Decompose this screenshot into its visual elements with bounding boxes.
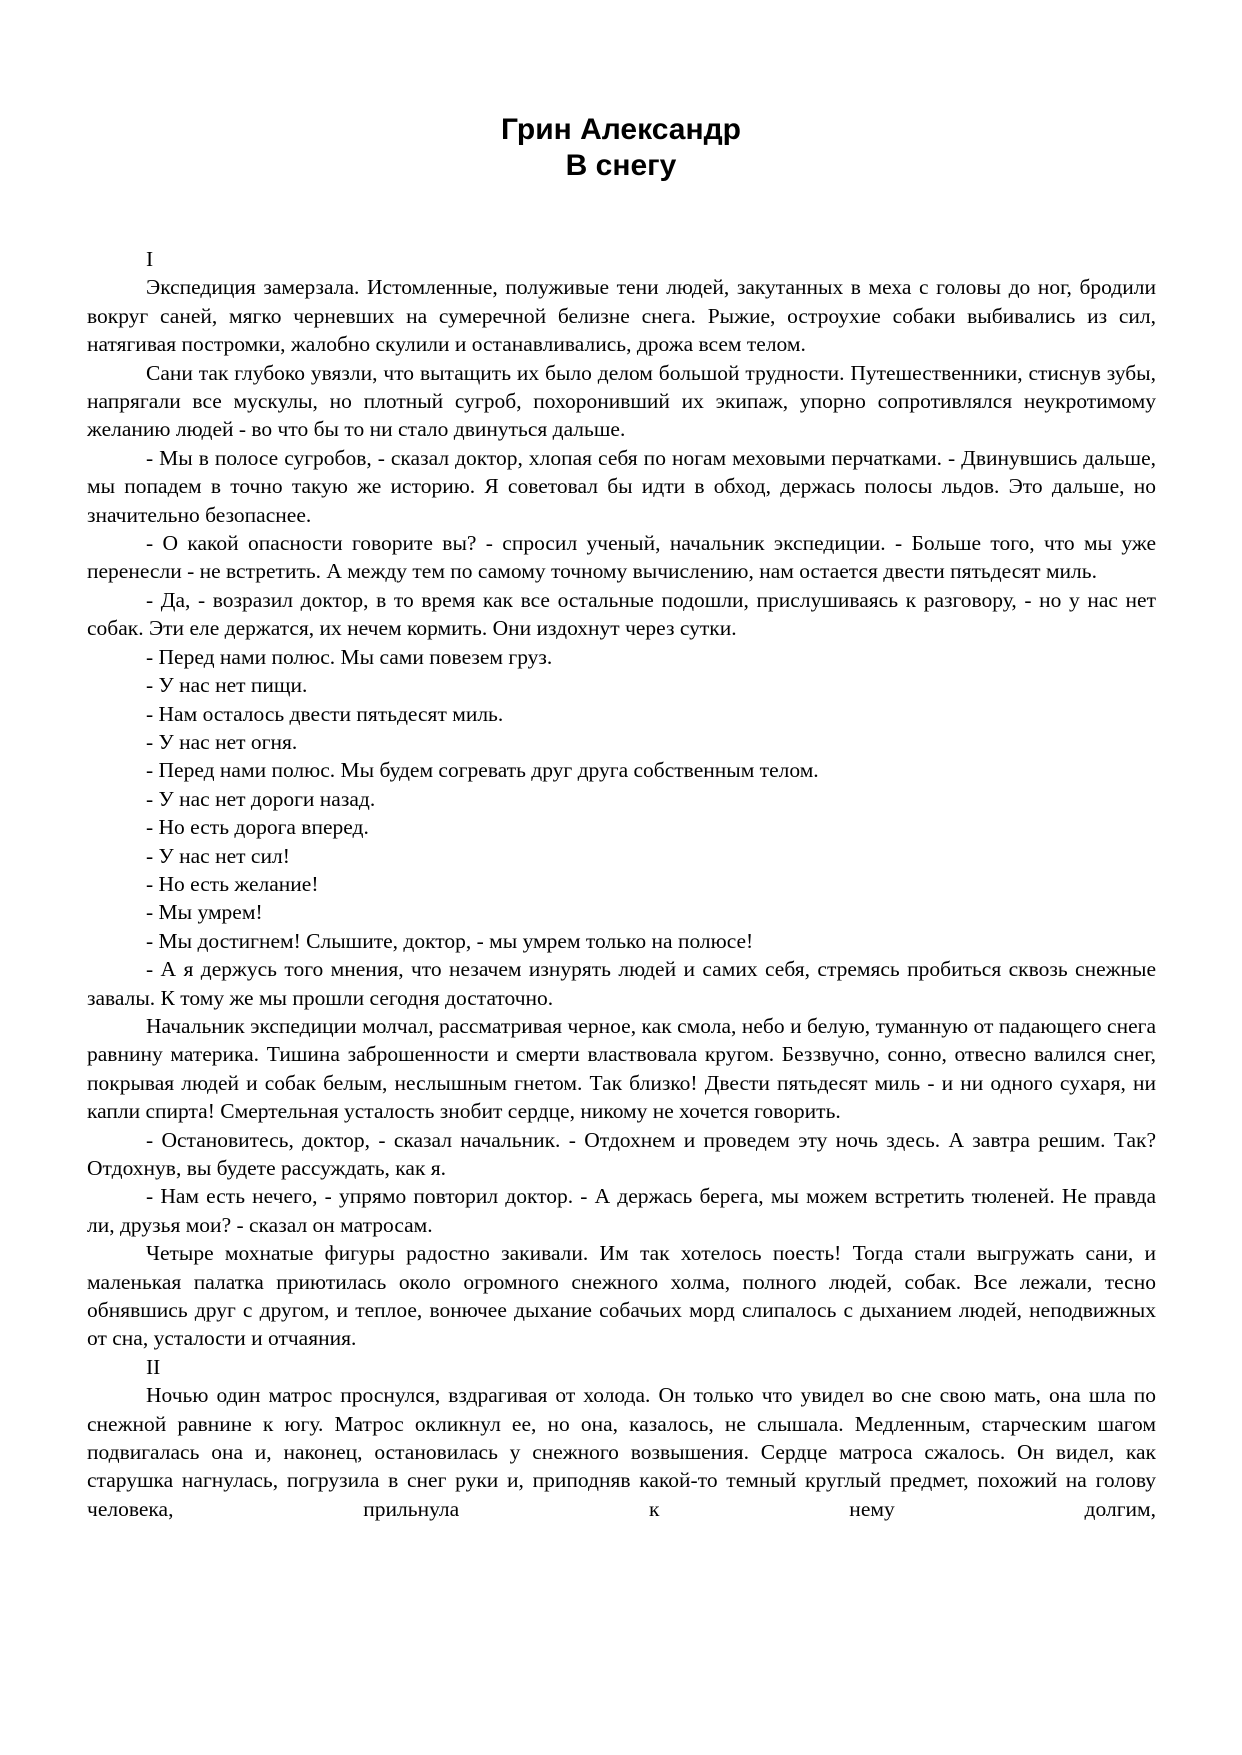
dialogue-line-10: - Мы умрем! [146, 900, 263, 925]
dialogue-line-6: - У нас нет дороги назад. [146, 786, 376, 811]
dialogue-line-11: - Мы достигнем! Слышите, доктор, - мы умрем только на полюсе! [146, 928, 754, 953]
dialogue-line-5: - Перед нами полюс. Мы будем согревать друг друга собственным телом. [146, 758, 819, 783]
dialogue-line-2: - У нас нет пищи. [146, 673, 308, 698]
paragraph-3: - Мы в полосе сугробов, - сказал доктор, хлопая себя по ногам меховыми перчатками. - Двинувшись дальше, мы попадем в точно такую же историю. Я советовал бы идти в обход, держась полосы льдов. Это дальше, но значительно безопаснее. [87, 445, 1156, 527]
chapter-heading-2: II [146, 1354, 161, 1379]
paragraph-10: Четыре мохнатые фигуры радостно закивали. Им так хотелось поесть! Тогда стали выгружать сани, и маленькая палатка приютилась около огромного снежного холма, полного людей, собак. Все лежали, тесно обнявшись друг с другом, и теплое, вонючее дыхание собачьих морд слипалось с дыханием людей, неподвижных от сна, усталости и отчаяния. [87, 1241, 1156, 1351]
paragraph-7: Начальник экспедиции молчал, рассматривая черное, как смола, небо и белую, туманную от падающего снега равнину материка. Тишина заброшенности и смерти властвовала кругом. Беззвучно, сонно, отвесно валился снег, покрывая людей и собак белым, неслышным гнетом. Так близко! Двести пятьдесят миль - и ни одного сухаря, ни капли спирта! Смертельная усталость знобит сердце, никому не хочется говорить. [87, 1013, 1156, 1124]
story-body [87, 245, 1156, 1523]
paragraph-1: Экспедиция замерзала. Истомленные, полуживые тени людей, закутанных в меха с головы до ног, бродили вокруг саней, мягко черневших на сумеречной белизне снега. Рыжие, остроухие собаки выбивались из сил, натягивая постромки, жалобно скулили и останавливались, дрожа всем телом. [87, 275, 1156, 357]
paragraph-4: - О какой опасности говорите вы? - спросил ученый, начальник экспедиции. - Больше того, что мы уже перенесли - не встретить. А между тем по самому точному вычислению, нам остается двести пятьдесят миль. [87, 531, 1156, 584]
paragraph-2: Сани так глубоко увязли, что вытащить их было делом большой трудности. Путешественники, стиснув зубы, напрягали все мускулы, но плотный сугроб, похоронивший их экипаж, упорно сопротивлялся неукротимому желанию людей - во что бы то ни стало двинуться дальше. [87, 360, 1156, 442]
paragraph-9: - Нам есть нечего, - упрямо повторил доктор. - А держась берега, мы можем встретить тюленей. Не правда ли, друзья мои? - сказал он матросам. [87, 1184, 1156, 1237]
paragraph-6: - А я держусь того мнения, что незачем изнурять людей и самих себя, стремясь пробиться сквозь снежные завалы. К тому же мы прошли сегодня достаточно. [87, 957, 1156, 1010]
dialogue-line-8: - У нас нет сил! [146, 843, 290, 868]
document-title-block [0, 112, 1242, 184]
story-title: В снегу [565, 149, 677, 182]
author-name: Грин Александр [501, 113, 741, 146]
paragraph-5: - Да, - возразил доктор, в то время как все остальные подошли, прислушиваясь к разговору, - но у нас нет собак. Эти еле держатся, их нечем кормить. Они издохнут через сутки. [87, 587, 1156, 641]
dialogue-line-9: - Но есть желание! [146, 871, 319, 896]
dialogue-line-1: - Перед нами полюс. Мы сами повезем груз. [146, 644, 553, 669]
chapter-heading-1: I [146, 247, 154, 271]
dialogue-line-4: - У нас нет огня. [146, 729, 298, 754]
dialogue-line-7: - Но есть дорога вперед. [146, 815, 369, 840]
paragraph-11: Ночью один матрос проснулся, вздрагивая от холода. Он только что увидел во сне свою мать, она шла по снежной равнине к югу. Матрос окликнул ее, но она, казалось, не слышала. Медленным, старческим шагом подвигалась она и, наконец, остановилась у снежного возвышения. Сердце матроса сжалось. Он видел, как старушка нагнулась, погрузила в снег руки и, приподняв какой-то темный круглый предмет, похожий на голову человека, прильнула к нему долгим, [87, 1383, 1156, 1521]
paragraph-8: - Остановитесь, доктор, - сказал начальник. - Отдохнем и проведем эту ночь здесь. А завтра решим. Так? Отдохнув, вы будете рассуждать, как я. [87, 1127, 1156, 1180]
dialogue-line-3: - Нам осталось двести пятьдесят миль. [146, 701, 504, 726]
